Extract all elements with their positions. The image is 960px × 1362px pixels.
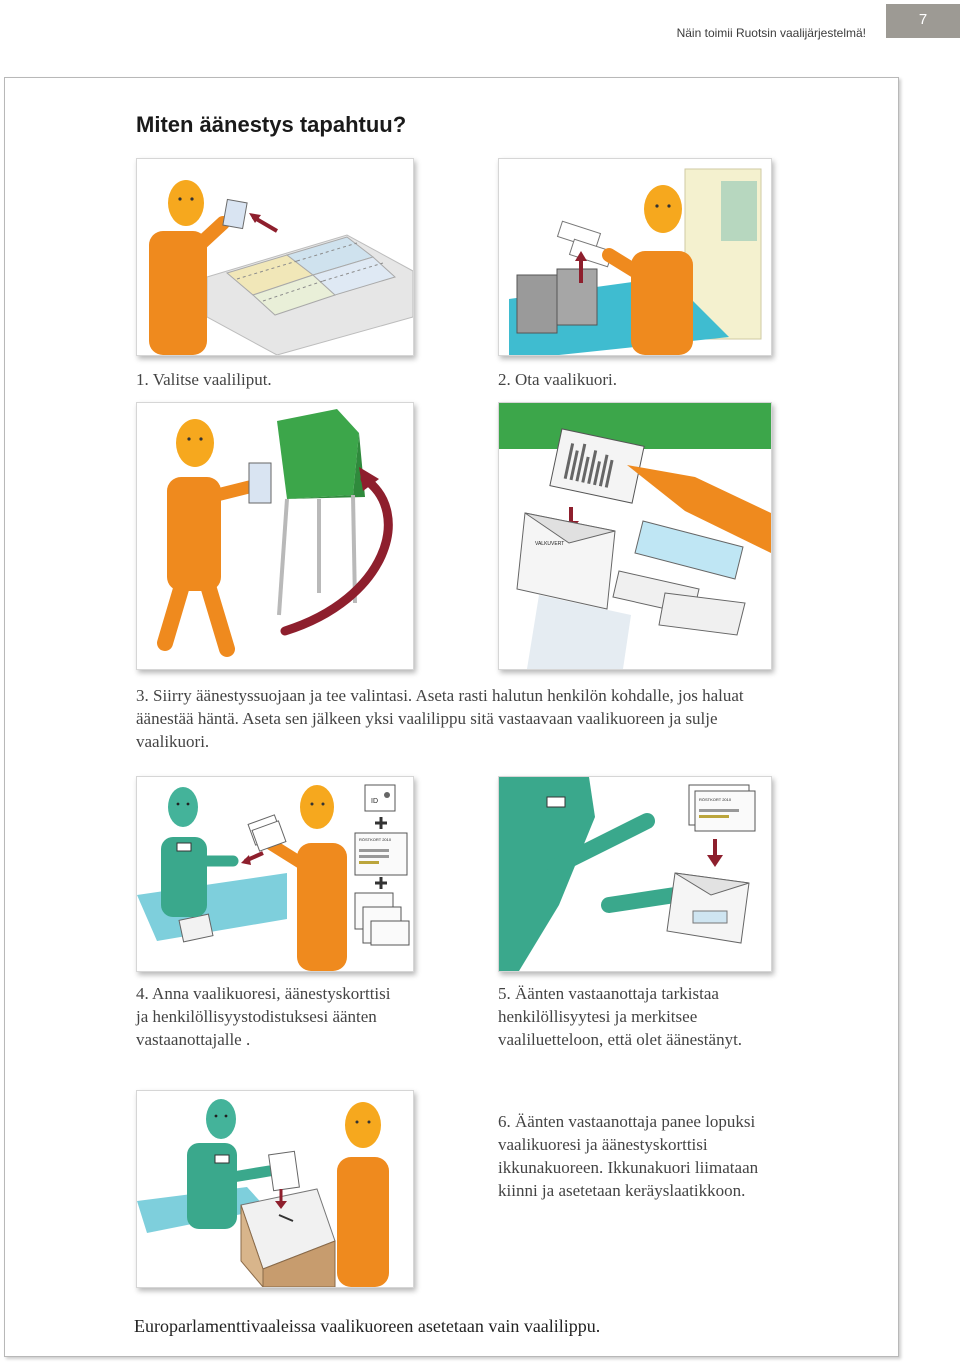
id-label: ID: [371, 798, 378, 805]
step-4-illustration: [136, 776, 414, 972]
step-6-caption: 6. Äänten vastaanottaja panee lopuksi vaalikuoresi ja äänestyskorttisi ikkunakuoreen. Ikkunakuori liimataan kiinni ja asetetaan keräyslaatikkoon.: [498, 1112, 759, 1200]
voting-card-label: RÖSTKORT 2010: [359, 837, 392, 842]
step-5-caption: 5. Äänten vastaanottaja tarkistaa henkilöllisyytesi ja merkitsee vaaliluetteloon, että olet äänestänyt.: [498, 984, 743, 1049]
running-header: Näin toimii Ruotsin vaalijärjestelmä!: [676, 26, 866, 40]
step-3-booth-illustration: [136, 402, 414, 670]
step-3-envelope-illustration: [498, 402, 772, 670]
step-3-caption: 3. Siirry äänestyssuojaan ja tee valintasi. Aseta rasti halutun henkilön kohdalle, jos haluat äänestää häntä. Aseta sen jälkeen yksi vaalilippu sitä vastaavaan vaalikuoreen ja sulje vaalikuori.: [136, 686, 744, 751]
step-4-caption: 4. Anna vaalikuoresi, äänestyskorttisi ja henkilöllisyystodistuksesi äänten vastaanottajalle .: [136, 984, 391, 1049]
page-title: Miten äänestys tapahtuu?: [136, 112, 407, 137]
step-6-illustration: [136, 1090, 414, 1288]
step-1-caption: 1. Valitse vaaliliput.: [136, 370, 272, 389]
envelope-label: VALKUVERT: [535, 541, 565, 547]
voting-card-label-2: RÖSTKORT 2010: [699, 797, 732, 802]
step-2-illustration: [498, 158, 772, 356]
step-2-caption: 2. Ota vaalikuori.: [498, 370, 617, 389]
step-5-illustration: [498, 776, 772, 972]
page-number-tab: 7: [886, 4, 960, 38]
footnote: Europarlamenttivaaleissa vaalikuoreen asetetaan vain vaalilippu.: [134, 1316, 601, 1336]
step-1-illustration: [136, 158, 414, 356]
